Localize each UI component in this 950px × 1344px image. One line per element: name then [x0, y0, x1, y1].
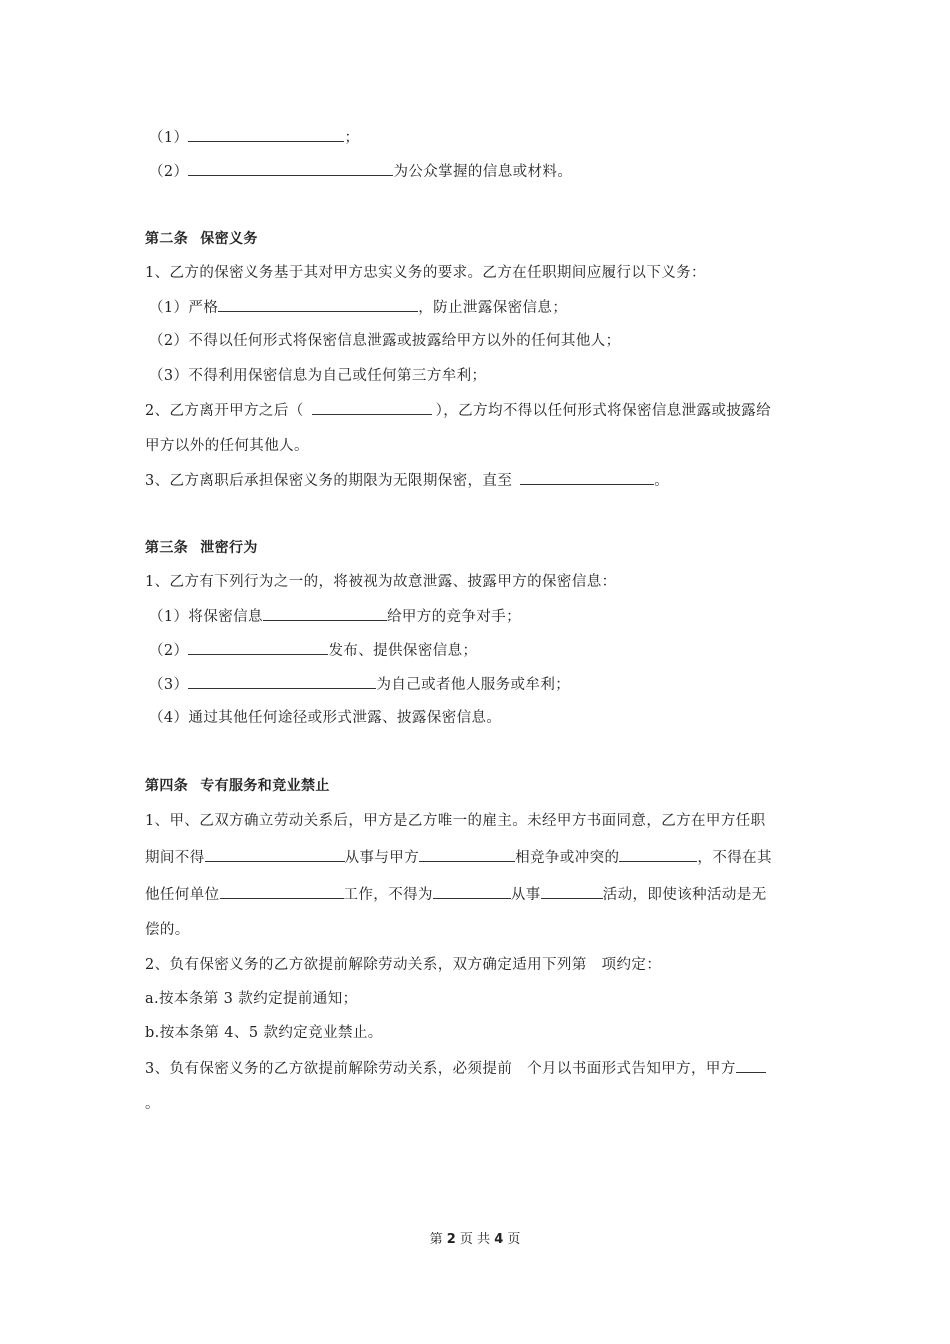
paragraph: 2、负有保密义务的乙方欲提前解除劳动关系，双方确定适用下列第 项约定： — [145, 957, 662, 973]
fill-blank[interactable] — [263, 606, 387, 621]
list-item: （2）不得以任何形式将保密信息泄露或披露给甲方以外的任何其他人； — [149, 333, 621, 349]
list-item: b.按本条第 4、5 款约定竞业禁止。 — [145, 1025, 383, 1041]
list-item: a.按本条第 3 款约定提前通知； — [145, 991, 358, 1007]
fill-blank[interactable] — [188, 674, 376, 689]
paragraph-cont: 偿的。 — [145, 922, 190, 938]
paragraph: 3、负有保密义务的乙方欲提前解除劳动关系，必须提前 个月以书面形式告知甲方，甲方 — [145, 1058, 766, 1079]
list-item: （2） 发布、提供保密信息； — [149, 640, 477, 661]
list-item: （3）不得利用保密信息为自己或任何第三方牟利； — [149, 368, 487, 384]
page-number: 2 — [446, 1232, 456, 1247]
fill-blank[interactable] — [218, 297, 418, 312]
page-total: 4 — [494, 1232, 504, 1247]
fill-blank[interactable] — [188, 161, 393, 176]
section-heading-2: 第二条 保密义务 — [145, 231, 258, 247]
item-label: （2） — [149, 164, 189, 180]
fill-blank[interactable] — [188, 640, 328, 655]
list-item: （3） 为自己或者他人服务或牟利； — [149, 674, 570, 695]
paragraph-cont: 他任何单位 工作，不得为 从事 活动，即使该种活动是无 — [145, 884, 767, 905]
paragraph: 1、乙方有下列行为之一的，将被视为故意泄露、披露甲方的保密信息： — [145, 574, 617, 590]
list-item: （1）严格 ，防止泄露保密信息； — [149, 297, 567, 318]
fill-blank[interactable] — [312, 400, 432, 415]
fill-blank[interactable] — [520, 470, 654, 485]
paragraph: 1、甲、乙双方确立劳动关系后，甲方是乙方唯一的雇主。未经甲方书面同意，乙方在甲方任职 — [145, 813, 766, 829]
list-item: （4）通过其他任何途径或形式泄露、披露保密信息。 — [149, 710, 502, 726]
fill-blank[interactable] — [205, 847, 345, 862]
fill-blank[interactable] — [188, 127, 344, 142]
item-1-2: （2） 为公众掌握的信息或材料。 — [149, 161, 572, 182]
fill-blank[interactable] — [419, 847, 515, 862]
paragraph: 2、乙方离开甲方之后（ ），乙方均不得以任何形式将保密信息泄露或披露给 — [145, 400, 771, 421]
page-footer: 第 2 页 共 4 页 — [429, 1232, 521, 1247]
paragraph-cont: 。 — [145, 1096, 160, 1112]
fill-blank[interactable] — [619, 847, 697, 862]
paragraph: 1、乙方的保密义务基于其对甲方忠实义务的要求。乙方在任职期间应履行以下义务： — [145, 265, 706, 281]
section-heading-4: 第四条 专有服务和竞业禁止 — [145, 778, 330, 794]
fill-blank[interactable] — [541, 884, 603, 899]
fill-blank[interactable] — [220, 884, 344, 899]
paragraph-cont: 期间不得 从事与甲方 相竞争或冲突的 ，不得在其 — [145, 847, 772, 868]
item-label: （1） — [149, 130, 189, 146]
item-1-1: （1） ； — [149, 127, 359, 148]
fill-blank[interactable] — [736, 1058, 766, 1073]
section-heading-3: 第三条 泄密行为 — [145, 540, 258, 556]
fill-blank[interactable] — [433, 884, 511, 899]
paragraph: 3、乙方离职后承担保密义务的期限为无限期保密，直至 。 — [145, 470, 669, 491]
list-item: （1）将保密信息 给甲方的竞争对手； — [149, 606, 521, 627]
paragraph-cont: 甲方以外的任何其他人。 — [145, 438, 309, 454]
